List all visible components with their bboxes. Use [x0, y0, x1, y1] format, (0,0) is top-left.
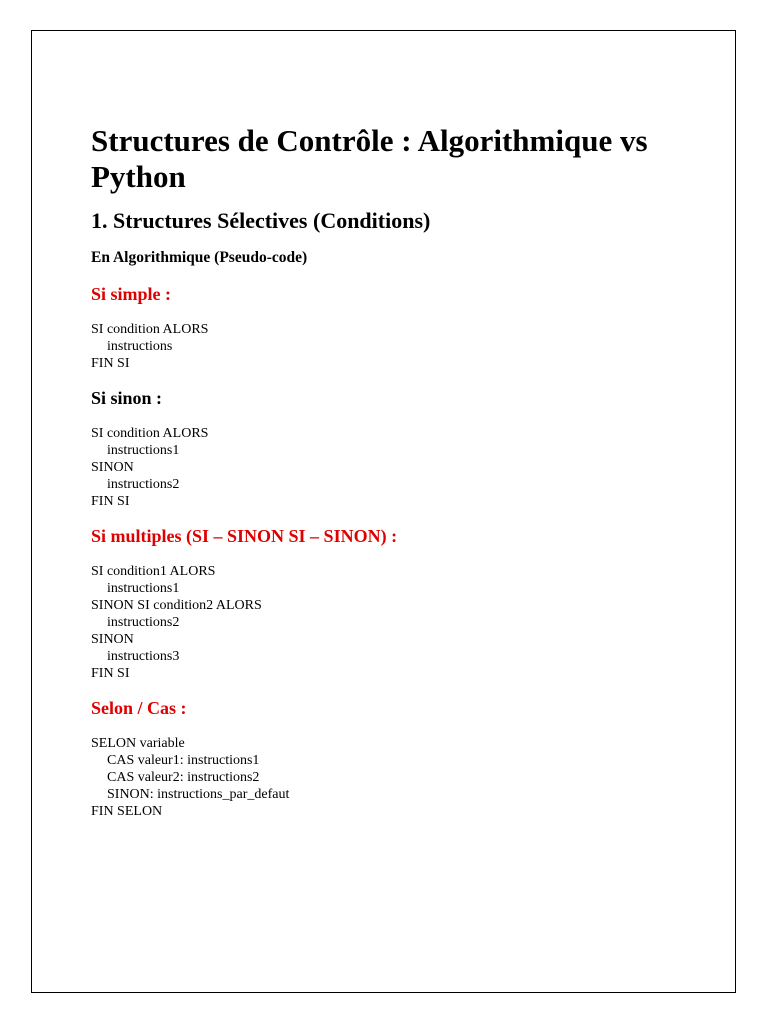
- code-line: SI condition1 ALORS: [91, 564, 216, 579]
- code-line: instructions2: [107, 477, 180, 492]
- code-line: CAS valeur2: instructions2: [107, 770, 260, 785]
- code-line: SINON: instructions_par_defaut: [107, 787, 290, 802]
- block-heading-si-sinon: Si sinon :: [91, 388, 163, 408]
- code-line: SINON SI condition2 ALORS: [91, 598, 262, 613]
- code-line: SI condition ALORS: [91, 322, 209, 337]
- code-line: FIN SI: [91, 494, 130, 509]
- code-line: FIN SI: [91, 356, 130, 371]
- block-heading-si-multiples: Si multiples (SI – SINON SI – SINON) :: [91, 526, 398, 546]
- code-line: instructions1: [107, 443, 180, 458]
- section-subheading: En Algorithmique (Pseudo-code): [91, 249, 308, 266]
- block-heading-si-simple: Si simple :: [91, 284, 172, 304]
- document-page: [31, 30, 736, 993]
- code-line: instructions1: [107, 581, 180, 596]
- code-line: instructions2: [107, 615, 180, 630]
- code-line: instructions3: [107, 649, 180, 664]
- code-line: SINON: [91, 632, 134, 647]
- code-block-si-multiples: [91, 563, 691, 682]
- block-heading-selon-cas: Selon / Cas :: [91, 698, 187, 718]
- document-title: Structures de Contrôle : Algorithmique vs Python: [91, 123, 648, 194]
- code-line: SI condition ALORS: [91, 426, 209, 441]
- code-block-si-simple: [91, 321, 691, 372]
- code-line: FIN SELON: [91, 804, 163, 819]
- code-line: SINON: [91, 460, 134, 475]
- code-line: SELON variable: [91, 736, 185, 751]
- code-line: instructions: [107, 339, 173, 354]
- code-line: CAS valeur1: instructions1: [107, 753, 260, 768]
- section-heading: 1. Structures Sélectives (Conditions): [91, 208, 431, 233]
- code-line: FIN SI: [91, 666, 130, 681]
- code-block-si-sinon: [91, 425, 691, 510]
- document-content: [91, 123, 691, 820]
- code-block-selon-cas: [91, 735, 691, 820]
